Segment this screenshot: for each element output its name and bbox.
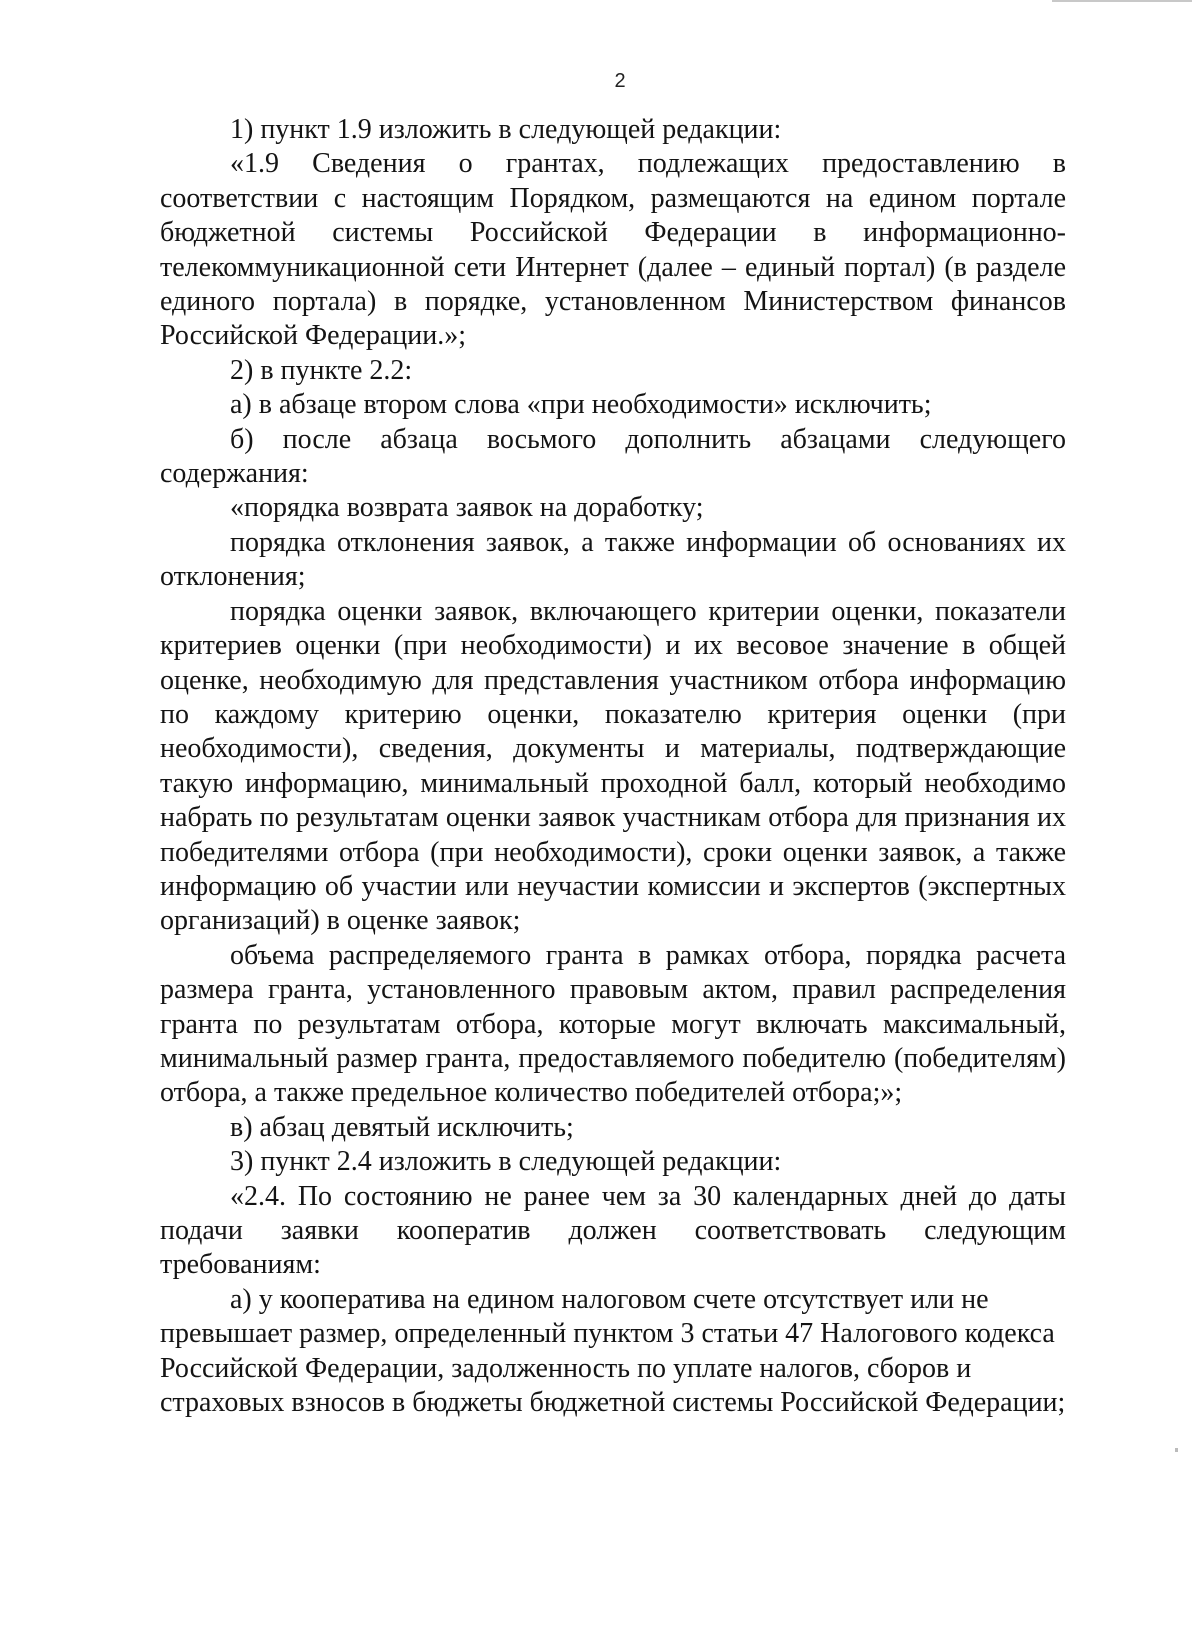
document-body — [160, 113, 1066, 1420]
paragraph-evaluation-order: порядка оценки заявок, включающего критерии оценки, показатели критериев оценки (при необходимости) и их весовое значение в общей оценке, необходимую для представления участником отбора информацию по каждому критерию оценки, показателю критерия оценки (при необходимости), сведения, документы и материалы, подтверждающие такую информацию, минимальный проходной балл, который необходимо набрать по результатам оценки заявок участникам отбора для признания их победителями отбора (при необходимости), сроки оценки заявок, а также информацию об участии или неучастии комиссии и экспертов (экспертных организаций) в оценке заявок; — [160, 595, 1066, 937]
paragraph-return-order: «порядка возврата заявок на доработку; — [230, 492, 704, 524]
paragraph-item-3: 3) пункт 2.4 изложить в следующей редакции: — [230, 1146, 782, 1178]
paragraph-item-2b: б) после абзаца восьмого дополнить абзацами следующего содержания: — [160, 423, 1066, 490]
paragraph-grant-volume: объема распределяемого гранта в рамках отбора, порядка расчета размера гранта, установленного правовым актом, правил распределения гранта по результатам отбора, которые могут включать максимальный, минимальный размер гранта, предоставляемого победителю (победителям) отбора, а также предельное количество победителей отбора;»; — [160, 939, 1066, 1109]
paragraph-item-2a: а) в абзаце втором слова «при необходимости» исключить; — [230, 389, 932, 421]
paragraph-item-1: 1) пункт 1.9 изложить в следующей редакции: — [230, 114, 782, 145]
scan-edge-mark — [1052, 0, 1192, 2]
paragraph-item-2v: в) абзац девятый исключить; — [230, 1111, 574, 1143]
paragraph-item-2: 2) в пункте 2.2: — [230, 354, 413, 386]
paragraph-item-2-4a: а) у кооператива на едином налоговом счете отсутствует или не превышает размер, определенный пунктом 3 статьи 47 Налогового кодекса Российской Федерации, задолженность по уплате налогов, сборов и страховых взносов в бюджеты бюджетной системы Российской Федерации; — [160, 1283, 1066, 1419]
paragraph-item-2-4-text: «2.4. По состоянию не ранее чем за 30 календарных дней до даты подачи заявки кооператив должен соответствовать следующим требованиям: — [160, 1180, 1066, 1281]
page-number: 2 — [614, 70, 626, 92]
paragraph-rejection-order: порядка отклонения заявок, а также информации об основаниях их отклонения; — [160, 526, 1066, 593]
scan-artifact — [1175, 1448, 1178, 1452]
paragraph-item-1-9-text: «1.9 Сведения о грантах, подлежащих предоставлению в соответствии с настоящим Порядком, размещаются на едином портале бюджетной системы Российской Федерации в информационно-телекоммуникационной сети Интернет (далее – единый портал) (в разделе единого портала) в порядке, установленном Министерством финансов Российской Федерации.»; — [160, 148, 1066, 352]
